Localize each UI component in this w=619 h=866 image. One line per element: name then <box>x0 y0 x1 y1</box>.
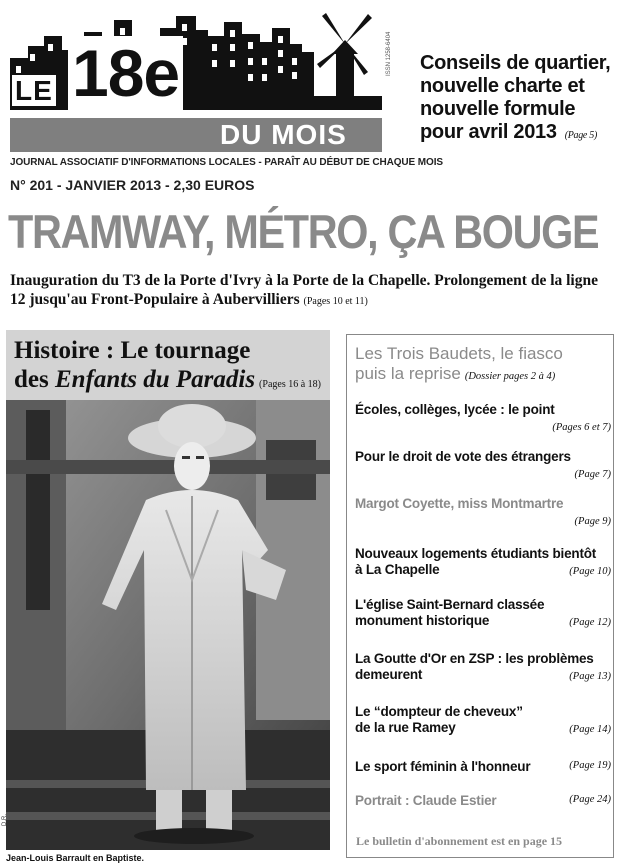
lead-page-ref: (Dossier pages 2 à 4) <box>464 371 556 382</box>
contents-item-page: (Page 13) <box>569 671 611 682</box>
feature-photo <box>6 400 330 850</box>
promo-line: nouvelle formule <box>420 98 576 120</box>
contents-item-saint-bernard[interactable] <box>355 597 611 633</box>
contents-item-page: (Page 19) <box>569 760 611 771</box>
contents-item-page: (Page 9) <box>574 516 611 527</box>
contents-item-title: Pour le droit de vote des étrangers <box>355 449 571 464</box>
lead-line: puis la reprise (Dossier pages 2 à 4) <box>355 364 556 383</box>
feature-page-ref: (Pages 16 à 18) <box>259 379 321 390</box>
photo-caption: Jean-Louis Barrault en Baptiste. <box>6 853 145 863</box>
contents-item-title: Nouveaux logements étudiants bientôt <box>355 546 597 561</box>
contents-item-sport-feminin[interactable] <box>355 759 611 779</box>
promo-line: Conseils de quartier, <box>420 52 611 74</box>
logo-prefix: LE <box>12 75 56 107</box>
subscription-note[interactable]: Le bulletin d'abonnement est en page 15 <box>356 834 563 848</box>
contents-item-page: (Page 12) <box>569 617 611 628</box>
contents-item-droit-de-vote[interactable] <box>355 449 611 485</box>
contents-item-page: (Page 7) <box>574 469 611 480</box>
logo-suffix: DU MOIS <box>220 119 347 150</box>
contents-item-title: Le “dompteur de cheveux” <box>355 704 523 719</box>
contents-item-title: La Goutte d'Or en ZSP : les problèmes <box>355 651 594 666</box>
promo-page-ref: (Page 5) <box>564 130 597 141</box>
contents-item-title: Le sport féminin à l'honneur <box>355 759 531 774</box>
contents-item-ecoles[interactable] <box>355 402 611 438</box>
contents-item-title: de la rue Ramey <box>355 720 456 735</box>
contents-item-title: Portrait : Claude Estier <box>355 793 497 808</box>
promo-teaser[interactable] <box>420 52 619 147</box>
main-subheadline: Inauguration du T3 de la Porte d'Ivry à la Porte de la Chapelle. Prolongement de la ligne 12 jusqu'au Front-Populaire à Aubervilliers (Pages 10 et 11) <box>10 272 598 308</box>
contents-item-title: demeurent <box>355 667 423 682</box>
feature-title-line: des Enfants du Paradis (Pages 16 à 18) <box>14 366 321 393</box>
main-headline[interactable]: TRAMWAY, MÉTRO, ÇA BOUGE <box>8 205 599 258</box>
tagline: JOURNAL ASSOCIATIF D'INFORMATIONS LOCALES - PARAÎT AU DÉBUT DE CHAQUE MOIS <box>10 157 443 168</box>
issn-number: ISSN 1258-6404 <box>386 31 392 76</box>
promo-line: nouvelle charte et <box>420 75 585 97</box>
contents-item-title: Écoles, collèges, lycée : le point <box>355 402 555 417</box>
skyline-logo-art <box>10 6 382 110</box>
photo-credit: D.R. <box>2 814 8 826</box>
promo-line: pour avril 2013 (Page 5) <box>420 121 597 143</box>
contents-item-page: (Pages 6 et 7) <box>552 422 611 433</box>
contents-item-title: Margot Coyette, miss Montmartre <box>355 496 564 511</box>
contents-item-page: (Page 10) <box>569 566 611 577</box>
lead-line: Les Trois Baudets, le fiasco <box>355 344 563 363</box>
contents-item-page: (Page 14) <box>569 724 611 735</box>
contents-item-logements[interactable] <box>355 546 611 582</box>
contents-item-title: à La Chapelle <box>355 562 440 577</box>
feature-title-line: Histoire : Le tournage <box>14 337 251 364</box>
contents-item-margot-coyette[interactable] <box>355 496 611 532</box>
contents-item-title: monument historique <box>355 613 490 628</box>
contents-item-dompteur[interactable] <box>355 704 611 740</box>
subhead-page-ref: (Pages 10 et 11) <box>303 296 368 307</box>
contents-item-goutte-dor[interactable] <box>355 651 611 687</box>
contents-item-portrait[interactable] <box>355 793 611 813</box>
contents-item-title: L'église Saint-Bernard classée <box>355 597 545 612</box>
logo-number: 18e <box>68 40 183 106</box>
contents-lead[interactable] <box>355 344 615 387</box>
feature-title[interactable] <box>14 336 321 399</box>
issue-info: N° 201 - JANVIER 2013 - 2,30 EUROS <box>10 177 255 193</box>
contents-item-page: (Page 24) <box>569 794 611 805</box>
